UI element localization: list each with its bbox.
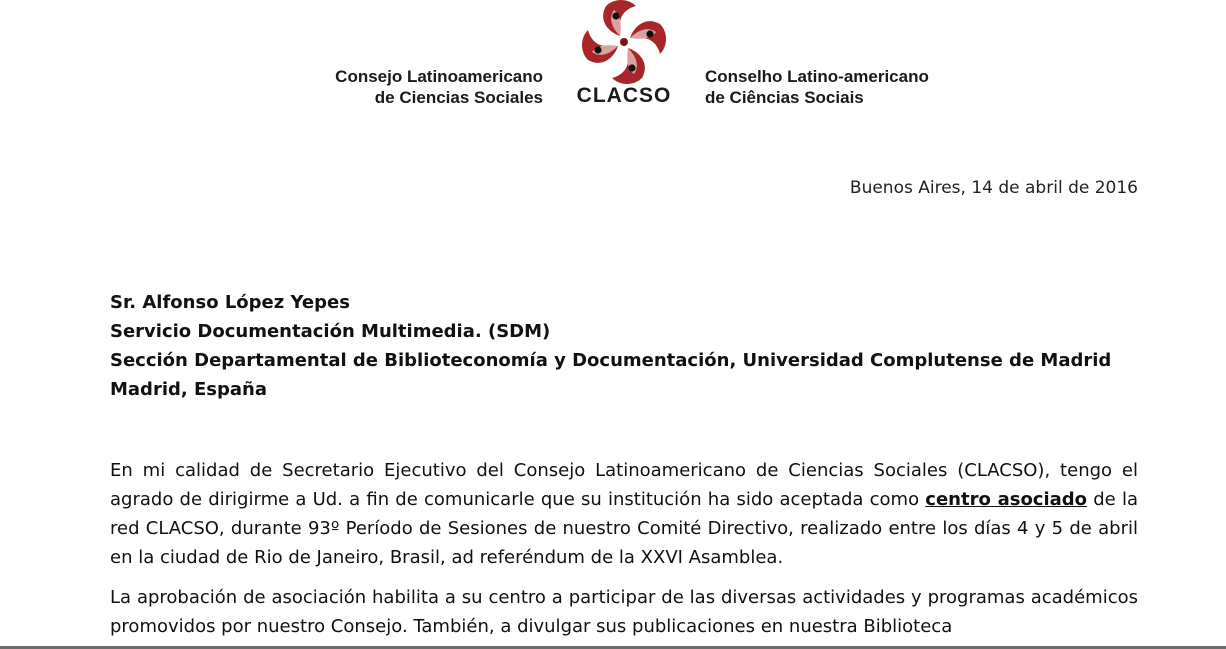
clacso-logo-word: CLACSO: [576, 84, 672, 107]
paragraph-1-text-before: En mi calidad de Secretario Ejecutivo del Consejo Latinoamericano de Ciencias Sociales (CLACSO), tengo el agrado de dirigirme a Ud. a fin de comunicarle que su institución ha sido aceptada como: [110, 460, 1138, 510]
recipient-block: [110, 288, 1111, 404]
letterhead: [0, 0, 1226, 110]
recipient-name: Sr. Alfonso López Yepes: [110, 292, 350, 313]
body-paragraph-1: [110, 456, 1138, 572]
org-name-spanish: [335, 66, 543, 108]
paragraph-1-text-after: de la red CLACSO, durante 93º Período de Sesiones de nuestro Comité Directivo, realizado entre los días 4 y 5 de abril en la ciudad de Rio de Janeiro, Brasil, ad referéndum de la XXVI Asamblea.: [110, 489, 1138, 568]
org-name-es-line2: de Ciencias Sociales: [374, 88, 543, 107]
centro-asociado-emphasis: centro asociado: [925, 489, 1088, 510]
body-paragraph-2: La aprobación de asociación habilita a su centro a participar de las diversas actividades y programas académicos promovidos por nuestro Consejo. También, a divulgar sus publicaciones en nuestra Biblioteca: [110, 587, 1138, 637]
org-name-pt-line2: de Ciências Sociais: [705, 88, 864, 107]
letter-date: Buenos Aires, 14 de abril de 2016: [849, 178, 1138, 198]
recipient-location: Madrid, España: [110, 379, 267, 400]
org-name-portuguese: [705, 66, 929, 108]
recipient-department: Sección Departamental de Biblioteconomía y Documentación, Universidad Complutense de Madrid: [110, 350, 1112, 371]
clacso-logo-icon: [580, 0, 668, 84]
org-name-es-line1: Consejo Latinoamericano: [335, 67, 543, 86]
recipient-unit: Servicio Documentación Multimedia. (SDM): [110, 321, 551, 342]
org-name-pt-line1: Conselho Latino-americano: [705, 67, 929, 86]
